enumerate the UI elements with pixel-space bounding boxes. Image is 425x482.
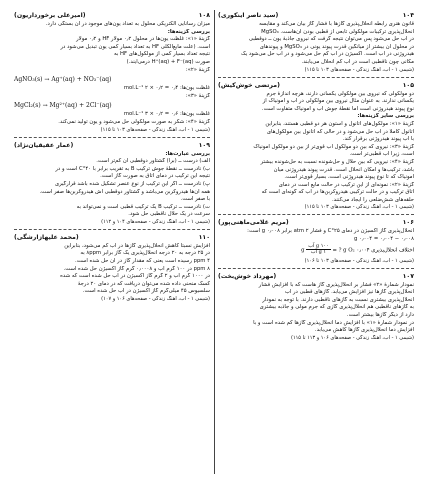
reaction-equation: AgNO₃(s) → Ag⁺(aq) + NO₃⁻(aq) xyxy=(14,76,112,84)
question-number: ۱۰۴ xyxy=(402,12,414,19)
answer-line: بررسی سایر گزینه‌ها: xyxy=(357,113,414,120)
question-number: ۱۰۹ xyxy=(198,141,210,149)
question-author: (عمار عقیقیان‌نژاد) xyxy=(14,141,74,149)
answer-line: پ) نادرست ــ اگر این ترکیب از نوع عنصر تشکیل شده باشد قرارگیری xyxy=(54,180,210,187)
source-reference: (شیمی ۱ - آب، آهنگ زندگی - صفحه‌های ۱۰۳ تا ۱۱۵) xyxy=(100,126,210,133)
question-110 xyxy=(14,232,210,303)
answer-line: گزینهٔ «۱»: مولکول‌های اتانول و استون هر دو قطبی هستند، بنابراین xyxy=(265,120,414,127)
dashed-divider xyxy=(218,214,414,215)
answer-line: ب) نادرست ــ نقطهٔ جوش ترکیب B به تقریب برابر با ۴۰°C است و در xyxy=(55,165,210,172)
source-reference: (شیمی ۱ - آب، آهنگ زندگی - صفحه‌های ۱۰۳ تا ۱۱۵) xyxy=(304,66,414,73)
answer-line: افزایش دما انحلال‌پذیری گازها کاهش می‌یابد. xyxy=(314,327,414,334)
answer-line: نوع پیوند هیدروژنی است اما نقطهٔ جوش آب و آمونیاک متفاوت است. xyxy=(261,105,414,112)
question-author: (محمد علیهاز‌ارشگی) xyxy=(14,233,79,241)
dashed-divider xyxy=(218,268,414,269)
answer-line: ppm ۸ در ۱۰۰ گرم آب و ۰٫۰۰۰۸ گرم گاز اکسیژن حل شده است. xyxy=(63,265,210,272)
answer-line: در نمودار شمارهٔ «۱» با افزایش دما انحلال‌پذیری گازها کم شده است و با xyxy=(253,319,414,326)
answer-line: اتانول کاملاً در آب حل می‌شود و در حالی که اتانول بین مولکول‌های xyxy=(266,128,414,135)
question-108 xyxy=(14,10,210,134)
answer-line: در ۲۵ درجه به ۲۰ درجه انحلال‌پذیری یک گاز برابر ۸ppm به xyxy=(80,250,210,257)
question-number: ۱۰۶ xyxy=(402,219,414,227)
answer-line: میزان رسانایی الکتریکی محلول به تعداد یون‌های موجود در آن بستگی دارد. xyxy=(45,21,210,27)
answer-line: سلسیوس ۴۵ میلی‌گرم گاز اکسیژن در آب حل شده است. xyxy=(82,288,210,295)
answer-line: انحلال‌پذیری گازها نیز افزایش می‌یابد. گازهای قطبی در آب xyxy=(284,289,414,296)
answer-line: دو مولکولی که نیروی بین مولکولی یکسانی دارند، هرچه اندازهٔ جرم xyxy=(266,90,414,97)
answer-line: صورت H⁺(aq) + F⁻(aq) درمی‌آیند.) xyxy=(126,58,210,65)
answer-line: نتیجه تعداد بسیار کمی از مولکول‌های HF به xyxy=(114,51,210,58)
equation-label: اختلاف انحلال‌پذیری ۰٫۰۰۴ g xyxy=(301,247,414,254)
answer-line: الف) درست ــ (برا) گشتاور دوقطبی آن کم‌تر است. xyxy=(96,158,210,165)
question-author: (مریم غلامی‌ماهنی‌پور) xyxy=(218,219,289,227)
question-109 xyxy=(14,140,210,226)
answer-line: گزینهٔ «۲»: نمونه‌ای از این ترکیب در حالت مایع است در دمای xyxy=(278,181,414,188)
question-number: ۱۱۰ xyxy=(198,233,210,241)
question-header xyxy=(218,217,414,228)
answer-line: هیدروژنی در آب است. اکسیژن در آب کم حل می‌شود و در آب حل می‌شود یک xyxy=(240,51,414,58)
source-reference: (شیمی ۱ - آب، آهنگ زندگی - صفحه‌های ۱۰۴ و ۱۱۲) xyxy=(101,218,210,225)
right-column xyxy=(218,10,414,474)
dashed-divider xyxy=(218,77,414,78)
question-author: (سید ناصر اینکوری) xyxy=(218,12,279,19)
answer-line: گزینهٔ «۱»: غلظت یون‌ها در محلول ۰٫۲ مولار HF و ۰٫۲ مولار xyxy=(76,36,210,43)
answer-line: گزینهٔ «۴»: نیرویی که بین حلال و حل‌شونده نسبت به حل‌شونده بیشتر xyxy=(260,158,414,165)
equation-result: = ? g O₂ xyxy=(332,247,355,254)
answer-line: افزایش نسبتاً کاهش انحلال‌پذیری گازها در آب کم می‌شود، بنابراین xyxy=(64,242,210,249)
fraction-numerator: ۱۰۰ g آب xyxy=(308,242,329,249)
column-divider xyxy=(214,10,215,474)
answer-line: نتیجه این ترکیب در دمای اتاق به صورت گاز است. xyxy=(100,173,210,180)
answer-line: قانون هنری رابطه انحلال‌پذیری گازها با فشار گاز بیان می‌کند و مقایسه xyxy=(259,21,414,27)
answer-line: انحلال‌پذیری بیشتری نسبت به گازهای ناقطبی دارند. با توجه به نمودار xyxy=(262,296,414,303)
answer-line: گزینهٔ «۳»: xyxy=(185,92,210,99)
answer-line: ۰٫۰۰۸ − ۰٫۰۰۴ = ۰٫۰۰۴ g xyxy=(353,236,414,243)
answer-line: است، زیرا آب قطبی‌تر است. xyxy=(349,151,414,158)
answer-line: ppm ۴ رسیده است یعنی که مقدار گاز در آن حل شده است. xyxy=(75,258,210,265)
source-reference: (شیمی ۱ - آب، آهنگ زندگی - صفحه‌های ۱۰۶ و ۱۱۳ تا ۱۱۵) xyxy=(290,334,414,341)
answer-line: گزینهٔ «۳»: نیروی که بین دو مولکول آب قوی‌تر از بین دو مولکول آمونیاک xyxy=(253,143,414,150)
dashed-divider xyxy=(14,229,210,230)
answer-line: باشد، ترکیب‌ها و امکان انحلال است. قدرت پیوند هیدروژنی میان xyxy=(273,166,414,173)
answer-line: انحلال‌پذیری ترکیبات مولکولی تابعی از قطبی بودن آن‌هاست. MgSO₄ xyxy=(261,28,414,35)
answer-line: است. (علت مایع‌الکلی HF به تعداد بسیار کمی یون تبدیل می‌شود در xyxy=(60,43,210,50)
fraction xyxy=(306,244,331,256)
answer-line: با صفر است. xyxy=(180,196,210,203)
question-header xyxy=(218,271,414,282)
question-107 xyxy=(218,271,414,342)
answer-sheet-page xyxy=(14,10,414,474)
reaction-equation: MgCl₂(s) → Mg²⁺(aq) + 2Cl⁻(aq) xyxy=(14,102,112,110)
answer-line: حلقه‌های شش‌ضلعی را ایجاد می‌کنند. xyxy=(331,196,414,203)
question-header xyxy=(218,80,414,91)
question-header xyxy=(14,232,210,243)
answer-line: با آب پیوند هیدروژنی برقرار کند. xyxy=(342,136,414,143)
source-reference: (شیمی ۱ - آب، آهنگ زندگی - صفحه‌های ۱۰۶ و ۱۰۷) xyxy=(101,296,210,303)
fraction-denominator: ۱ g آب xyxy=(310,249,327,256)
answer-line: مکانی چون ناقطبی است در آب کم انحلال می‌یابند. xyxy=(301,58,414,65)
answer-line: نمودار شمارهٔ «۲» فشار بر انحلال‌پذیری گاز هاست که با افزایش فشار xyxy=(258,281,414,288)
answer-line: به گازهای ناقطبی هم انحلال‌پذیری گازی که جرم مولی و جاذبه بیشتری xyxy=(259,304,414,311)
question-105 xyxy=(218,80,414,212)
question-author: (امیرعلی برخورداریون) xyxy=(14,12,86,19)
answer-line: همه آن‌ها هیدروکربن می‌باشد و گشتاور دوقطبی اش هیدروکربن‌ها صفر است. xyxy=(39,188,210,195)
question-header xyxy=(218,10,414,21)
fraction-equation xyxy=(218,244,414,258)
question-header xyxy=(14,140,210,151)
answer-line: در ۱۰۰۰ گرم آب و ۲ گرم گاز اکسیژن در آب حل شده است که شده xyxy=(60,273,210,280)
question-header xyxy=(14,10,210,21)
answer-line: در آب حل می‌شود پس می‌توان نتیجه گرفت که نیروی جاذبهٔ یون ــ دوقطبی xyxy=(248,36,414,43)
question-number: ۱۰۷ xyxy=(402,272,414,280)
question-104 xyxy=(218,10,414,74)
question-author: (مهرداد خوش‌بخت) xyxy=(218,272,277,280)
source-reference: (شیمی ۱ - آب، آهنگ زندگی - صفحه‌های ۱۰۳ تا ۱۰۶) xyxy=(304,257,414,264)
source-reference: (شیمی ۱ - آب، آهنگ زندگی - صفحه‌های ۱۰۳ تا ۱۱۵) xyxy=(304,204,414,211)
answer-line: آمونیاک که تا نوع پیوند هیدروژنی است، بسیار قوی‌تر است. xyxy=(284,174,414,181)
answer-line: یکسانی ندارند. به عنوان مثال نیروی بین مولکولی در آب و آمونیاک از xyxy=(262,98,414,105)
answer-line: انحلال‌پذیری گاز اکسیژن در دمای ۲۵°C و فشار ۲ atm برابر ۰٫۰۰۸ g است: xyxy=(247,228,414,235)
answer-line: در محلول آن بیشتر از میانگین قدرت پیوند یونی در MgSO₄ و پیوندهای xyxy=(259,43,414,50)
answer-line: گزینهٔ «۴»: شکر به صورت مولکولی حل می‌شود و یون تولید نمی‌کند. xyxy=(58,118,210,125)
left-column xyxy=(14,10,210,474)
answer-line: اتاق ترکیب و در حالت ترکیبی هیدروکربن‌ها در آب که گونه‌ای است که xyxy=(261,189,414,196)
answer-line: گزینهٔ «۲»: xyxy=(185,66,210,73)
dashed-divider xyxy=(14,137,210,138)
answer-line: کسک منحنی داده شده می‌توان دریافت که در دمای ۲۰ درجهٔ xyxy=(77,280,210,287)
ion-concentration: غلظت یون‌ها: ۰٫۴ = ۰٫۲ × ۲ mol.L⁻¹ xyxy=(123,85,210,92)
answer-line: بررسی گزینه‌ها: xyxy=(167,28,210,35)
question-number: ۱۰۸ xyxy=(198,12,210,19)
answer-line: ت) نادرست ــ ترکیب B یک ترکیب قطبی است و نمی‌تواند به xyxy=(76,203,210,210)
answer-line: سرعت در یک حلال ناقطبی حل شود. xyxy=(128,211,210,218)
answer-line: دارد از دیگر گازها بیشتر است. xyxy=(346,312,414,319)
ion-concentration: غلظت یون‌ها: ۰٫۶ = ۰٫۲ × ۳ mol.L⁻¹ xyxy=(123,111,210,118)
question-author: (مرتضی خوش‌کیش) xyxy=(218,81,280,89)
answer-line: بررسی عبارت‌ها: xyxy=(165,150,210,157)
question-106 xyxy=(218,217,414,264)
question-number: ۱۰۵ xyxy=(402,81,414,89)
